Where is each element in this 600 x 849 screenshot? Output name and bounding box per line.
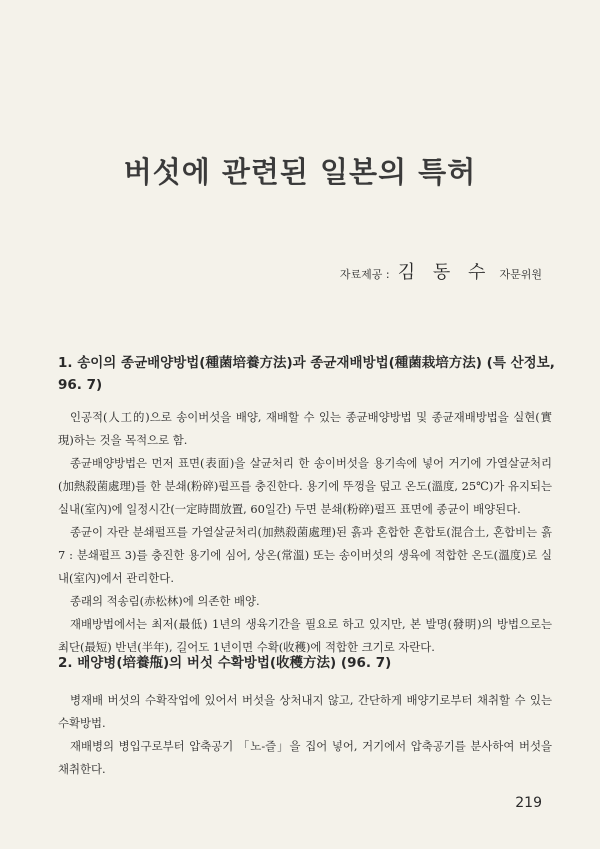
paragraph: 재배병의 병입구로부터 압축공기 「노-즐」을 집어 넣어, 거기에서 압축공기를 분사하여 버섯을 채취한다. bbox=[58, 739, 552, 776]
byline-label: 자료제공 : bbox=[339, 268, 390, 281]
section-1-body bbox=[58, 406, 552, 659]
author-role: 자문위원 bbox=[499, 268, 542, 281]
section-2-body bbox=[58, 689, 552, 781]
byline bbox=[340, 258, 542, 284]
paragraph: 종균이 자란 분쇄펄프를 가열살균처리(加熱殺菌處理)된 흙과 혼합한 혼합토(混合土, 혼합비는 흙7 : 분쇄펄프 3)를 충진한 용기에 심어, 상온(常溫) 또는 송이버섯의 생육에 적합한 온도(溫度)로 실내(室內)에서 관리한다. bbox=[58, 525, 552, 585]
section-1-heading: 1. 송이의 종균배양방법(種菌培養方法)과 종균재배방법(種菌栽培方法) (특 산정보, 96. 7) bbox=[58, 355, 555, 393]
paragraph: 종균배양방법은 먼저 표면(表面)을 살균처리 한 송이버섯을 용기속에 넣어 거기에 가열살균처리(加熱殺菌處理)를 한 분쇄(粉碎)펄프를 충진한다. 용기에 뚜껑을 덮고 온도(溫度, 25℃)가 유지되는 실내(室內)에 일정시간(一定時間放置, 60일간) 두면 분쇄(粉碎)펄프 표면에 종균이 배양된다. bbox=[58, 456, 552, 516]
paragraph: 종래의 적송림(赤松林)에 의존한 배양. bbox=[70, 594, 260, 608]
page-title: 버섯에 관련된 일본의 특허 bbox=[123, 155, 477, 189]
page-number: 219 bbox=[515, 795, 542, 811]
section-2-heading: 2. 배양병(培養甁)의 버섯 수확방법(收穫方法) (96. 7) bbox=[58, 655, 392, 671]
paragraph: 병재배 버섯의 수확작업에 있어서 버섯을 상처내지 않고, 간단하게 배양기로부터 채취할 수 있는 수확방법. bbox=[58, 693, 552, 730]
author-name: 김 동 수 bbox=[397, 262, 492, 283]
paragraph: 인공적(人工的)으로 송이버섯을 배양, 재배할 수 있는 종균배양방법 및 종균재배방법을 실현(實現)하는 것을 목적으로 함. bbox=[58, 410, 552, 447]
paragraph: 재배방법에서는 최저(最低) 1년의 생육기간을 필요로 하고 있지만, 본 발명(發明)의 방법으로는 최단(最短) 반년(半年), 길어도 1년이면 수확(收穫)에 적합한 크기로 자란다. bbox=[58, 617, 552, 654]
